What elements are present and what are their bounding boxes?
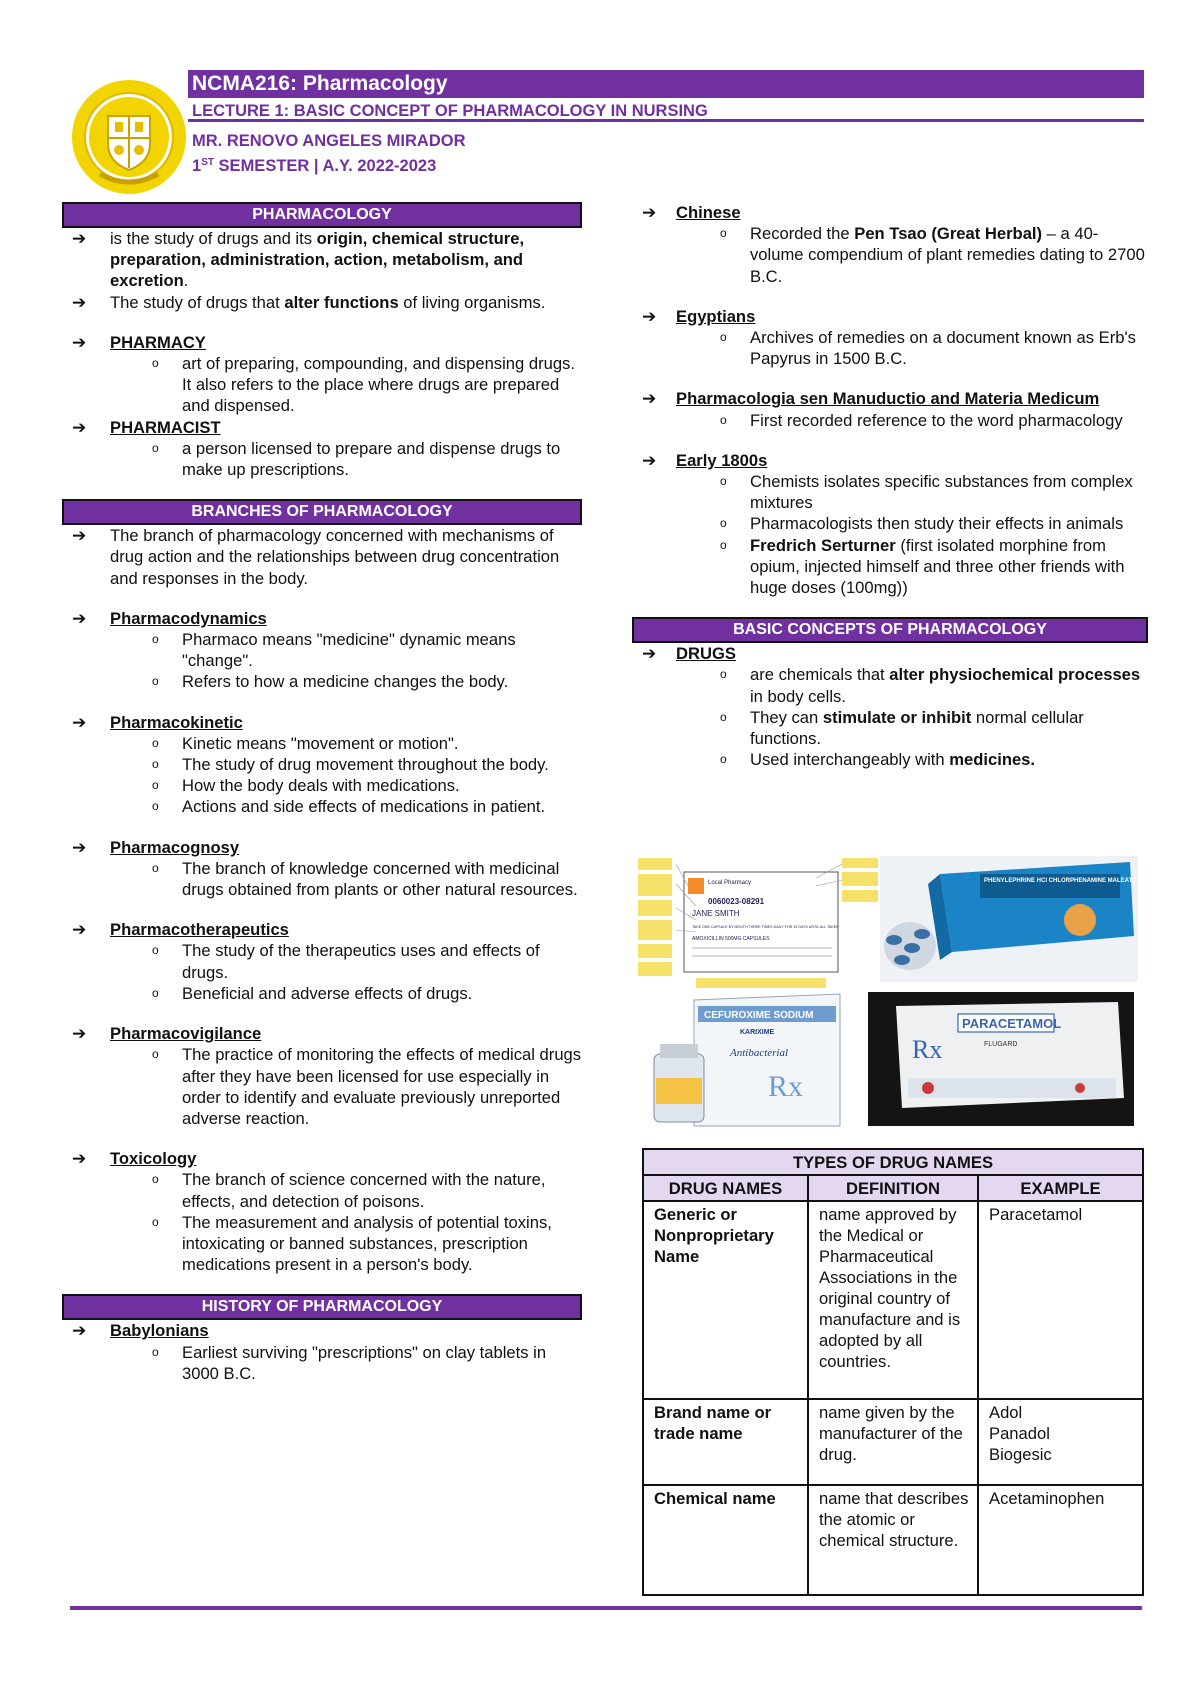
list-item-pharmacotherapeutics: ➔ Pharmacotherapeutics	[72, 920, 289, 940]
arrow-icon: ➔	[72, 292, 87, 312]
arrow-icon: ➔	[72, 526, 87, 546]
sub-item: o The measurement and analysis of potential toxins, intoxicating or banned substances, prescription medications present in a person's body.	[152, 1212, 552, 1275]
sub-item: o art of preparing, compounding, and dispensing drugs. It also refers to the place where drugs are prepared and dispensed.	[152, 354, 575, 416]
table-cell-example: Acetaminophen	[978, 1485, 1143, 1595]
bullet-icon: o	[152, 1172, 159, 1187]
sub-item: o are chemicals that alter physiochemical processes in body cells.	[720, 665, 1141, 706]
bullet-icon: o	[152, 632, 159, 647]
list-item-pharmacognosy: ➔ Pharmacognosy	[72, 837, 240, 857]
arrow-icon: ➔	[72, 837, 87, 857]
antibiotic-vial-image	[650, 994, 846, 1126]
bullet-icon: o	[152, 778, 159, 793]
sub-item: o Refers to how a medicine changes the body.	[152, 672, 509, 692]
bullet-icon: o	[720, 412, 727, 427]
list-item: ➔ The branch of pharmacology concerned with mechanisms of drug action and the relationships between drug concentration and responses in the body.	[72, 526, 560, 588]
arrow-icon: ➔	[642, 644, 657, 664]
course-title: NCMA216: Pharmacology	[188, 70, 1144, 98]
table-column-header: EXAMPLE	[978, 1175, 1143, 1201]
bullet-icon: o	[720, 537, 727, 552]
arrow-icon: ➔	[72, 1024, 87, 1044]
sub-item: o The study of the therapeutics uses and effects of drugs.	[152, 941, 540, 982]
sub-item: o Fredrich Serturner (first isolated morphine from opium, injected himself and three other friends with huge doses (100mg))	[720, 535, 1125, 598]
footer-divider	[70, 1606, 1142, 1610]
svg-text:JANE SMITH: JANE SMITH	[692, 909, 740, 918]
arrow-icon: ➔	[72, 1321, 87, 1341]
sub-item: o a person licensed to prepare and dispense drugs to make up prescriptions.	[152, 438, 561, 480]
bullet-icon: o	[720, 709, 727, 724]
sub-item: o The branch of science concerned with the nature, effects, and detection of poisons.	[152, 1170, 546, 1211]
sub-item: o They can stimulate or inhibit normal cellular functions.	[720, 707, 1084, 749]
arrow-icon: ➔	[72, 417, 87, 437]
svg-text:Rx: Rx	[768, 1070, 804, 1103]
list-item-toxicology: ➔ Toxicology	[72, 1149, 197, 1169]
sub-item: o The study of drug movement throughout the body.	[152, 755, 549, 775]
table-cell-name: Generic or Nonproprietary Name	[643, 1201, 808, 1399]
svg-text:Rx: Rx	[912, 1035, 943, 1064]
list-item-pharmacy: ➔ PHARMACY	[72, 332, 206, 352]
school-seal-logo	[70, 78, 188, 196]
bullet-icon: o	[152, 943, 159, 958]
medicine-box-image	[880, 856, 1184, 982]
table-cell-definition: name that describes the atomic or chemical structure.	[808, 1485, 978, 1595]
arrow-icon: ➔	[72, 712, 87, 732]
sub-item: o Actions and side effects of medications in patient.	[152, 797, 546, 817]
bullet-icon: o	[152, 860, 159, 875]
bullet-icon: o	[152, 985, 159, 1000]
svg-text:Local Pharmacy: Local Pharmacy	[708, 880, 752, 886]
right-column	[632, 202, 1148, 770]
arrow-icon: ➔	[72, 1149, 87, 1169]
svg-text:0060023-08291: 0060023-08291	[708, 897, 765, 906]
list-item-pharmacovigilance: ➔ Pharmacovigilance	[72, 1024, 262, 1044]
arrow-icon: ➔	[642, 203, 657, 222]
svg-text:CEFUROXIME SODIUM: CEFUROXIME SODIUM	[704, 1010, 814, 1021]
table-cell-definition: name approved by the Medical or Pharmaceutical Associations in the original country of manufacture and is adopted by all countries.	[808, 1201, 978, 1399]
paracetamol-box-image	[868, 992, 1134, 1126]
list-item: ➔ The study of drugs that alter functions of living organisms.	[72, 292, 546, 312]
bullet-icon: o	[720, 226, 727, 241]
semester-line: 1ST SEMESTER | A.Y. 2022-2023	[192, 157, 437, 175]
sub-item: o Used interchangeably with medicines.	[720, 750, 1036, 770]
table-cell-example: Adol Panadol Biogesic	[978, 1399, 1143, 1485]
sub-item: o Kinetic means "movement or motion".	[152, 733, 459, 753]
sub-item: o The branch of knowledge concerned with medicinal drugs obtained from plants or other natural resources.	[152, 858, 578, 900]
list-item-chinese: ➔ Chinese	[642, 203, 741, 222]
table-row	[643, 1399, 1143, 1485]
list-item-pharmacodynamics: ➔ Pharmacodynamics	[72, 608, 267, 628]
list-item-pharmacokinetic: ➔ Pharmacokinetic	[72, 712, 243, 732]
sub-item: o The practice of monitoring the effects of medical drugs after they have been licensed for use especially in order to identify and evaluate previously unreported adverse reaction.	[152, 1045, 582, 1128]
bullet-icon: o	[720, 667, 727, 682]
table-cell-name: Brand name or trade name	[643, 1399, 808, 1485]
sub-item: o Recorded the Pen Tsao (Great Herbal) – a 40-volume compendium of plant remedies dating to 2700 B.C.	[720, 224, 1145, 286]
arrow-icon: ➔	[642, 450, 657, 470]
arrow-icon: ➔	[72, 229, 87, 248]
svg-text:PARACETAMOL: PARACETAMOL	[962, 1016, 1062, 1031]
table-title: TYPES OF DRUG NAMES	[643, 1149, 1143, 1175]
svg-text:AMOXICILLIN 500MG CAPSULES: AMOXICILLIN 500MG CAPSULES	[692, 936, 770, 942]
list-item-early-1800s: ➔ Early 1800s	[642, 450, 768, 470]
svg-text:FLUGARD: FLUGARD	[984, 1041, 1018, 1048]
table-row	[643, 1485, 1143, 1595]
bullet-icon: o	[152, 356, 159, 371]
table-cell-definition: name given by the manufacturer of the drug.	[808, 1399, 978, 1485]
sub-item: o Beneficial and adverse effects of drugs.	[152, 983, 473, 1003]
bullet-icon: o	[152, 674, 159, 689]
arrow-icon: ➔	[72, 920, 87, 940]
bullet-icon: o	[152, 735, 159, 750]
drug-names-table	[642, 1148, 1144, 1596]
table-column-header: DEFINITION	[808, 1175, 978, 1201]
list-item-pharmacist: ➔ PHARMACIST	[72, 417, 221, 437]
svg-text:TAKE ONE CAPSULE BY MOUTH THRE: TAKE ONE CAPSULE BY MOUTH THREE TIMES DAILY FOR 10 DAYS UNTIL ALL TAKEN	[692, 925, 839, 929]
lecture-title: LECTURE 1: BASIC CONCEPT OF PHARMACOLOGY IN NURSING	[188, 100, 1144, 122]
list-item: ➔ is the study of drugs and its origin, chemical structure, preparation, administration, action, metabolism, and excretion.	[72, 229, 525, 291]
sub-item: o Pharmacologists then study their effects in animals	[720, 514, 1124, 534]
bullet-icon: o	[152, 440, 159, 455]
sub-item: o Archives of remedies on a document known as Erb's Papyrus in 1500 B.C.	[720, 328, 1136, 369]
bullet-icon: o	[720, 516, 727, 531]
sub-item: o Earliest surviving "prescriptions" on clay tablets in 3000 B.C.	[152, 1342, 547, 1383]
list-item-drugs: ➔ DRUGS	[642, 644, 736, 664]
bullet-icon: o	[152, 757, 159, 772]
sub-item: o Pharmaco means "medicine" dynamic means "change".	[152, 630, 516, 671]
table-row	[643, 1201, 1143, 1399]
table-cell-example: Paracetamol	[978, 1201, 1143, 1399]
bullet-icon: o	[720, 752, 727, 767]
left-column	[62, 202, 582, 1384]
bullet-icon: o	[720, 474, 727, 489]
section-pharmacology-heading: PHARMACOLOGY	[62, 202, 582, 228]
arrow-icon: ➔	[72, 332, 87, 352]
list-item-babylonians: ➔ Babylonians	[72, 1321, 209, 1341]
sub-item: o First recorded reference to the word pharmacology	[720, 410, 1123, 430]
prescription-label-image	[636, 856, 880, 994]
bullet-icon: o	[152, 799, 159, 814]
svg-text:Antibacterial: Antibacterial	[730, 1047, 789, 1059]
document-header	[188, 70, 1144, 177]
bullet-icon: o	[152, 1344, 159, 1359]
section-basic-concepts-heading: BASIC CONCEPTS OF PHARMACOLOGY	[632, 617, 1148, 643]
sub-item: o How the body deals with medications.	[152, 776, 460, 796]
bullet-icon: o	[720, 330, 727, 345]
table-cell-name: Chemical name	[643, 1485, 808, 1595]
arrow-icon: ➔	[642, 389, 657, 409]
instructor-name: MR. RENOVO ANGELES MIRADOR	[192, 132, 466, 150]
list-item-egyptians: ➔ Egyptians	[642, 306, 756, 326]
svg-text:PHENYLEPHRINE HCl CHLORPHENAMI: PHENYLEPHRINE HCl CHLORPHENAMINE MALEATE PARACETAMOL	[984, 878, 1184, 884]
svg-text:KARIXIME: KARIXIME	[740, 1029, 775, 1036]
list-item-manuductio: ➔ Pharmacologia sen Manuductio and Materia Medicum	[642, 389, 1100, 409]
bullet-icon: o	[152, 1214, 159, 1229]
bullet-icon: o	[152, 1047, 159, 1062]
arrow-icon: ➔	[72, 608, 87, 628]
section-history-heading: HISTORY OF PHARMACOLOGY	[62, 1294, 582, 1320]
arrow-icon: ➔	[642, 306, 657, 326]
table-column-header: DRUG NAMES	[643, 1175, 808, 1201]
sub-item: o Chemists isolates specific substances from complex mixtures	[720, 472, 1133, 513]
section-branches-heading: BRANCHES OF PHARMACOLOGY	[62, 499, 582, 525]
